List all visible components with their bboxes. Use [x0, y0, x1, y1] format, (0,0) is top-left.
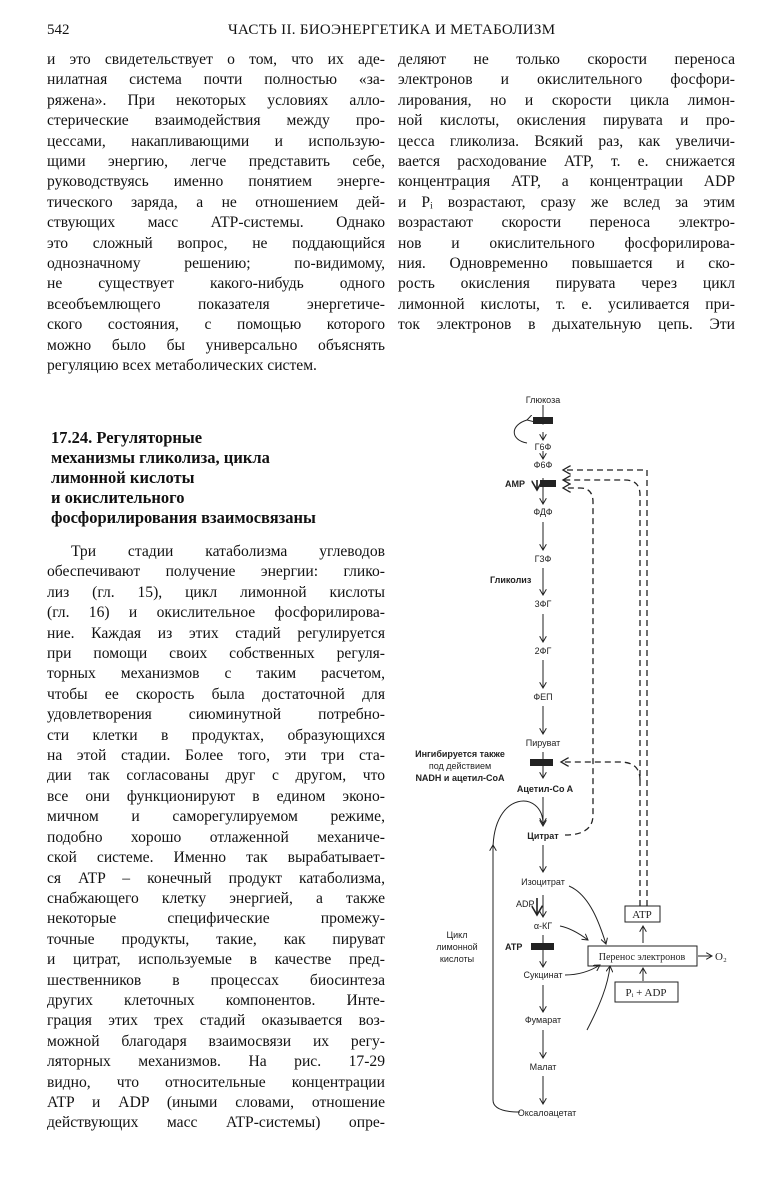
- heading-line: фосфорилирования взаимосвязаны: [51, 508, 316, 527]
- text-line: обеспечивают получение энергии: глико-: [47, 563, 385, 581]
- text-line: удовлетворения сиюминутной потребно-: [47, 706, 385, 724]
- enzyme-block-pdh: [530, 759, 553, 766]
- enzyme-block-pfk: [540, 480, 556, 487]
- text-line: точные продукты, такие, как пируват: [47, 930, 385, 948]
- enzyme-block-hexokinase: [533, 417, 553, 424]
- text-line: руководствуясь именно понятием энерге-: [47, 173, 385, 191]
- text-line: ние. Каждая из этих стадий регулируется: [47, 624, 385, 642]
- label-akg: α-КГ: [533, 921, 553, 931]
- cycle-label-line1: Цикл: [446, 930, 468, 940]
- text-line: концентрация ATP, а концентрации ADP: [398, 173, 735, 191]
- inhibit-note-line3: NADH и ацетил-CoA: [415, 773, 505, 783]
- text-line: ряжена». При некоторых условиях алло-: [47, 91, 385, 109]
- label-isocitrate: Изоцитрат: [521, 877, 565, 887]
- cycle-label-line2: лимонной: [436, 942, 478, 952]
- running-title: ЧАСТЬ II. БИОЭНЕРГЕТИКА И МЕТАБОЛИЗМ: [228, 22, 556, 38]
- label-atp: ATP: [505, 942, 523, 952]
- text-line: грация этих трех стадий оказывается воз-: [47, 1012, 385, 1030]
- text-line: других клеточных компонентов. Инте-: [47, 991, 385, 1009]
- text-line: и это свидетельствует о том, что их аде-: [47, 51, 385, 68]
- label-citrate: Цитрат: [527, 831, 559, 841]
- text-line: и Pᵢ возрастают, сразу же вслед за этим: [398, 193, 735, 211]
- text-line: снабжающего клетку энергией, а также: [47, 889, 385, 907]
- label-malate: Малат: [529, 1062, 557, 1072]
- label-acetyl-coa: Ацетил-Co A: [516, 784, 574, 794]
- text-line: ния. Одновременно повышается и ско-: [398, 255, 735, 273]
- pi-adp-label: Pᵢ + ADP: [625, 987, 667, 999]
- label-3pg: 3ФГ: [534, 599, 552, 609]
- text-line: вается расходование ATP, т. е. снижается: [398, 153, 735, 171]
- label-g6p: Г6Ф: [534, 442, 552, 452]
- text-line: при помощи своих собственных регуля-: [47, 645, 385, 663]
- label-succinate: Сукцинат: [523, 970, 563, 980]
- text-line: деляют не только скорости переноса: [398, 51, 735, 68]
- text-line: возрастают скорости переноса электро-: [398, 214, 735, 232]
- text-line: можно было бы универсально объяснять: [47, 336, 385, 354]
- inhibit-note-line2: под действием: [428, 761, 492, 771]
- text-line: не существует какого-нибудь одного: [47, 275, 385, 293]
- text-line: рость окисления пирувата через цикл: [398, 275, 735, 293]
- text-line: действующих масс ATP-системы) опре-: [47, 1114, 385, 1132]
- text-line: мичном и саморегулируемом режиме,: [47, 808, 385, 826]
- heading-line: и окислительного: [51, 488, 185, 507]
- page-number: 542: [47, 22, 70, 38]
- text-line: и цитрат, используемые в качестве пред-: [47, 951, 385, 969]
- text-line: ток электронов в дыхательную цепь. Эти: [398, 316, 735, 334]
- label-fdp: ФДФ: [533, 507, 553, 517]
- text-line: ского состояния, с помощью которого: [47, 316, 385, 334]
- text-line: ной кислоты, окисления пирувата и про-: [398, 112, 735, 130]
- o2-label: O₂: [715, 951, 727, 963]
- text-line: шественников в процессах биосинтеза: [47, 971, 385, 989]
- text-line: (гл. 16) и окислительное фосфорилирова-: [47, 604, 385, 622]
- label-g3p: Г3Ф: [534, 554, 552, 564]
- text-line: все они функционируют в едином эконо-: [47, 787, 385, 805]
- text-line: тического заряда, а не отношением дей-: [47, 193, 385, 211]
- text-line: цессами, накапливающими и использую-: [47, 132, 385, 150]
- text-line: лирования, но и скорости цикла лимон-: [398, 91, 735, 109]
- label-amp: AMP: [505, 479, 525, 489]
- label-glycolysis: Гликолиз: [490, 575, 532, 585]
- text-line: нилатная система почти полностью «за-: [47, 71, 385, 89]
- text-line: на этой стадии. Более того, эти три ста-: [47, 747, 385, 765]
- label-oxaloacetate: Оксалоацетат: [517, 1108, 577, 1118]
- label-pep: ФЕП: [533, 692, 553, 702]
- text-line: можной благодаря взаимосвязи их регу-: [47, 1032, 385, 1050]
- text-line: ляторных механизмов. На рис. 17-29: [47, 1053, 385, 1071]
- text-line: ся ATP – конечный продукт катаболизма,: [47, 869, 385, 887]
- text-line: видно, что относительные концентрации: [47, 1073, 385, 1091]
- text-line: ATP и ADP (иными словами, отношение: [47, 1093, 385, 1111]
- label-2pg: 2ФГ: [534, 646, 552, 656]
- text-line: однозначному решению; по-видимому,: [47, 255, 385, 273]
- text-line: цесса гликолиза. Всякий раз, как увеличи-: [398, 132, 735, 150]
- text-line: чтобы ее скорость была достаточной для: [47, 685, 385, 703]
- label-glucose: Глюкоза: [525, 395, 561, 405]
- heading-line: лимонной кислоты: [51, 468, 195, 487]
- enzyme-block-akgdh: [531, 943, 554, 950]
- text-line: стерические взаимодействия между про-: [47, 112, 385, 130]
- text-line: лимонной кислоты, т. е. усиливается при-: [398, 295, 735, 313]
- text-line: это сложный вопрос, не поддающийся: [47, 234, 385, 252]
- text-line: лиз (гл. 15), цикл лимонной кислоты: [47, 583, 385, 601]
- text-line: всеобъемлющего показателя энергетиче-: [47, 295, 385, 313]
- heading-line: механизмы гликолиза, цикла: [51, 448, 270, 467]
- text-line: торных механизмов с таким расчетом,: [47, 665, 385, 683]
- inhibit-note-line1: Ингибируется также: [415, 749, 505, 759]
- electron-transfer-label: Перенос электронов: [598, 952, 686, 963]
- cycle-label-line3: кислоты: [439, 954, 475, 964]
- text-line: сти клетки в продуктах, образующихся: [47, 726, 385, 744]
- text-line: ствующих масс ATP-системы. Однако: [47, 214, 385, 232]
- text-line: электронов и окислительного фосфори-: [398, 71, 735, 89]
- text-line: подобно хорошо отлаженной механиче-: [47, 828, 385, 846]
- text-line: Три стадии катаболизма углеводов: [71, 543, 385, 560]
- label-adp: ADP: [516, 899, 535, 909]
- heading-line: 17.24. Регуляторные: [51, 428, 203, 447]
- text-line: щими энергию, легче представить себе,: [47, 153, 385, 171]
- text-line: регуляцию всех метаболических систем.: [47, 357, 317, 375]
- text-line: дии так согласованы друг с другом, что: [47, 767, 385, 785]
- text-line: некоторые специфические промежу-: [47, 910, 385, 928]
- text-line: нов и окислительного фосфорилирова-: [398, 234, 735, 252]
- label-fumarate: Фумарат: [524, 1015, 562, 1025]
- label-pyruvate: Пируват: [525, 738, 561, 748]
- label-f6p: Ф6Ф: [533, 460, 553, 470]
- atp-box-label: ATP: [632, 909, 652, 921]
- text-line: ской системе. Именно так вырабатывает-: [47, 849, 385, 867]
